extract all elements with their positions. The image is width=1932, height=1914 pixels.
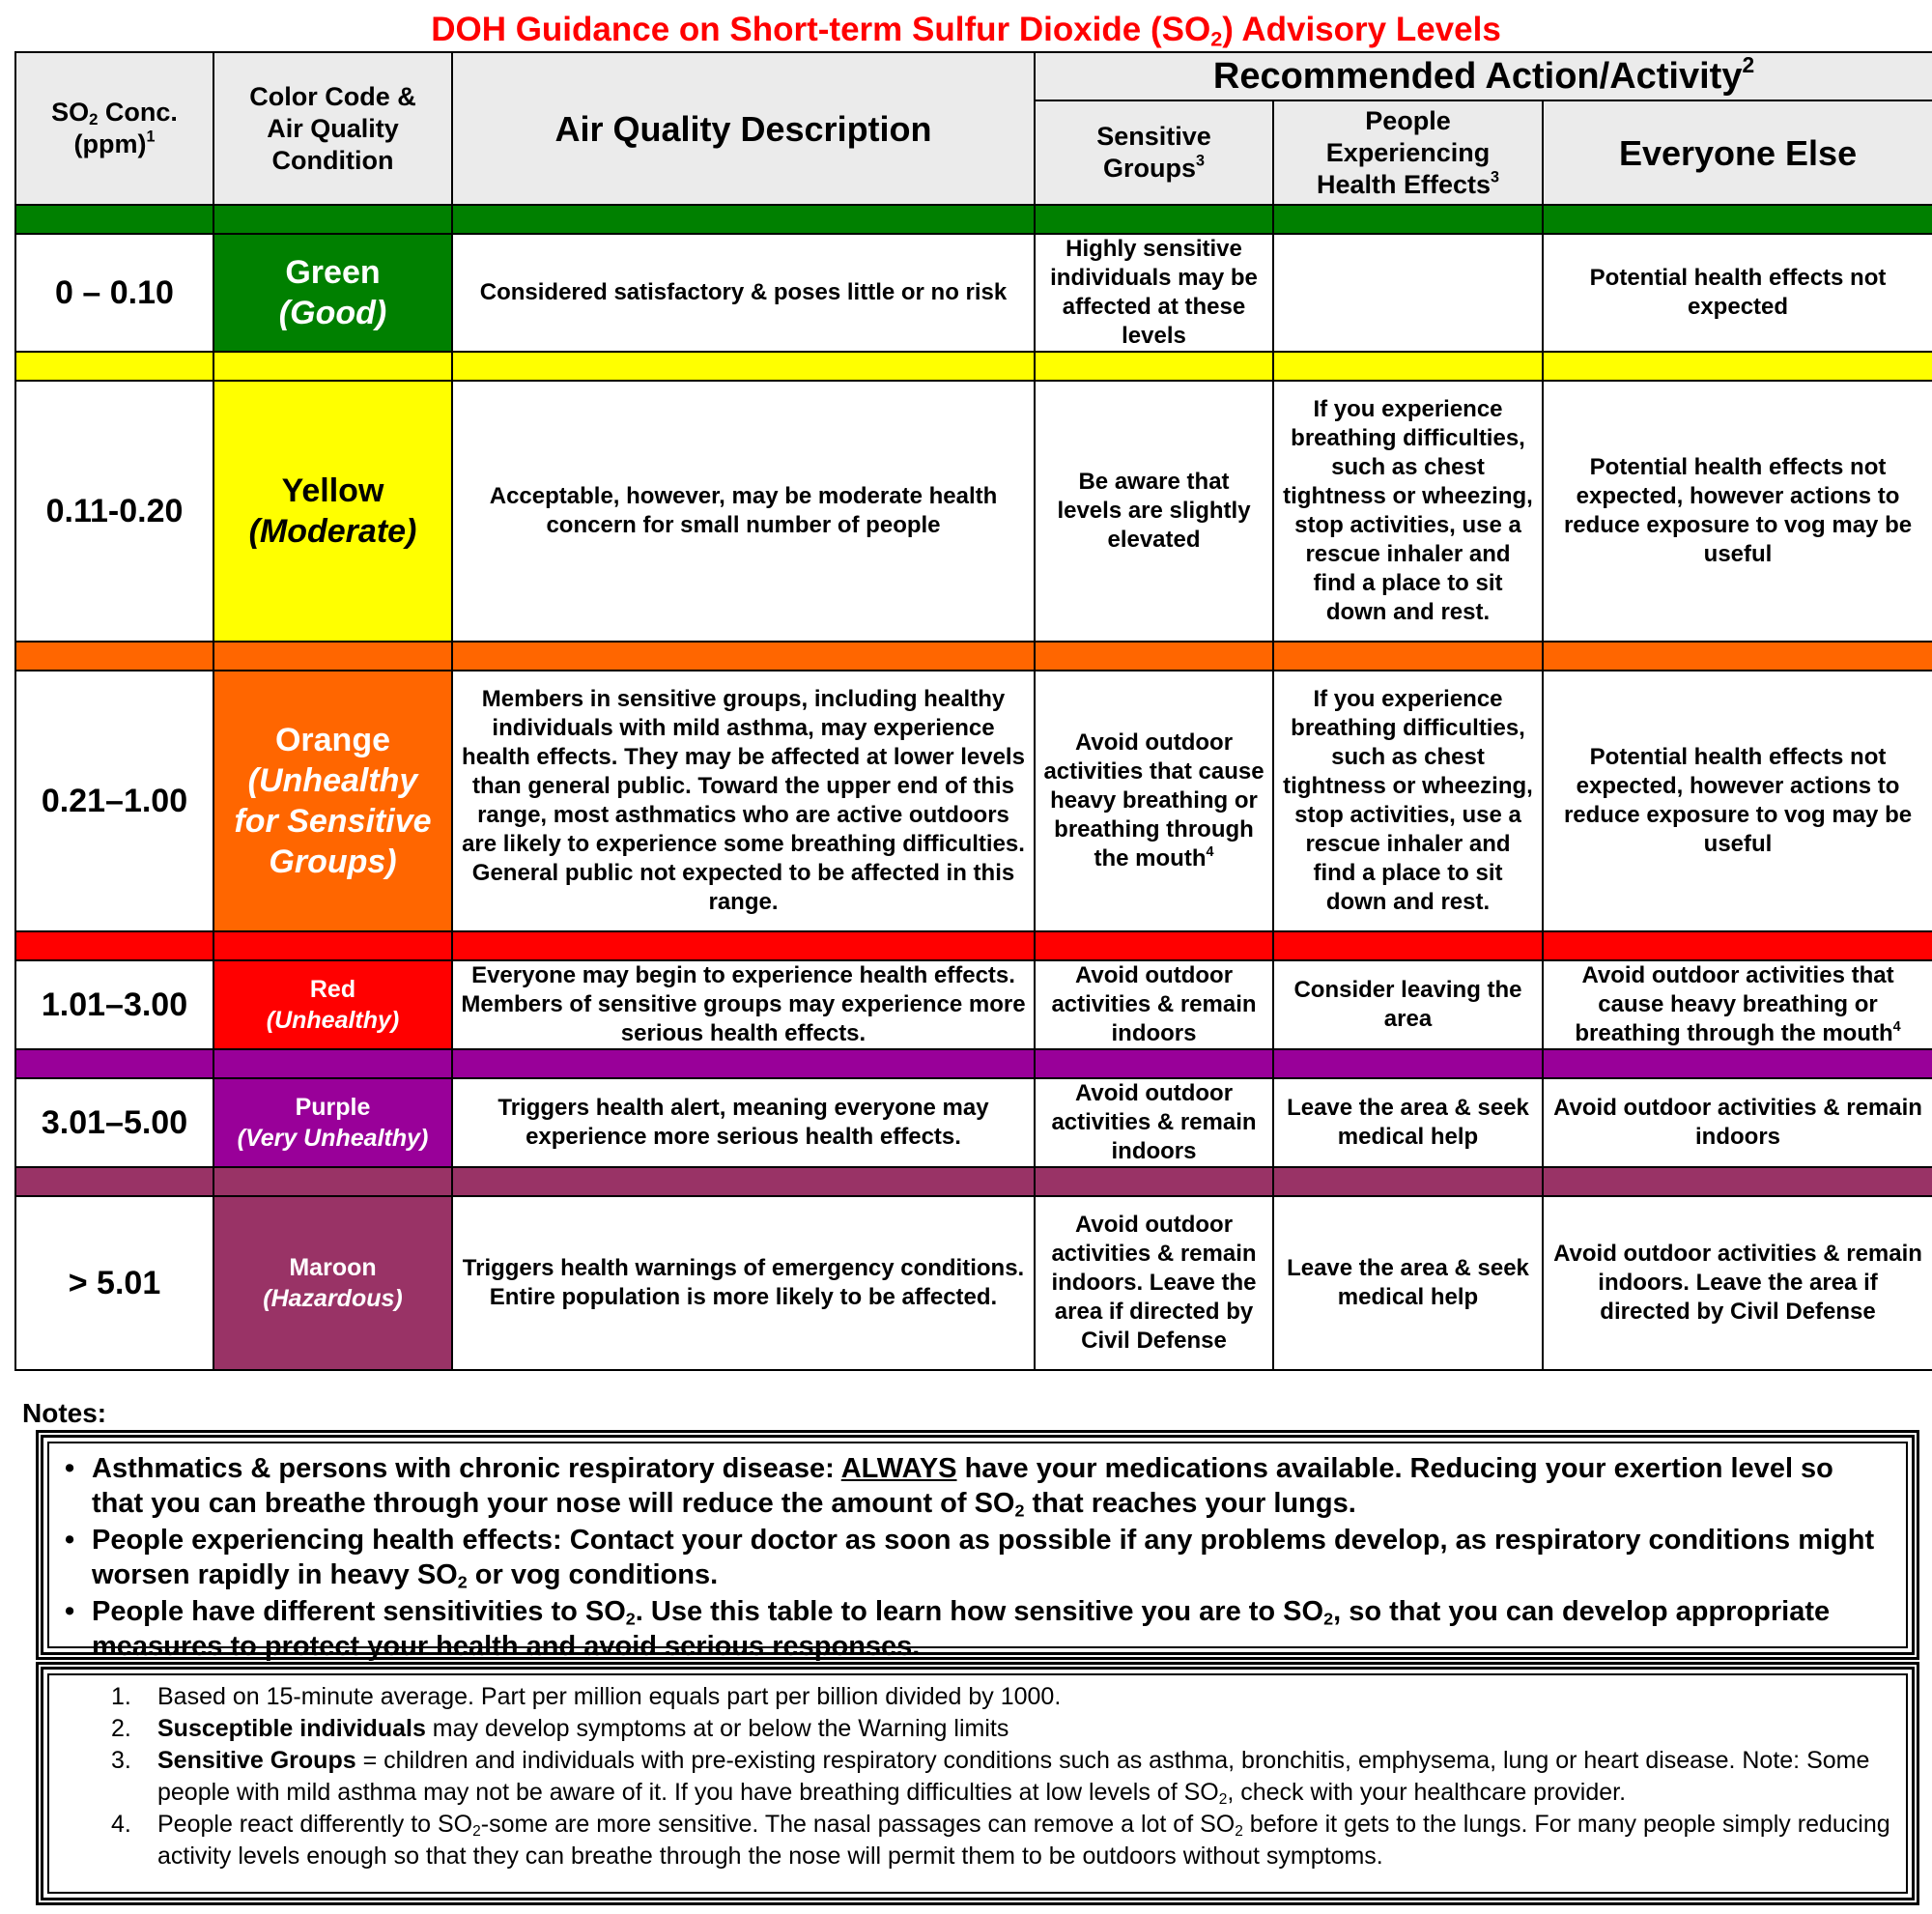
color-name: Orange bbox=[274, 722, 391, 758]
title-subscript: 2 bbox=[1210, 26, 1223, 51]
color-name: Yellow bbox=[281, 472, 384, 509]
concentration-range: 0 – 0.10 bbox=[15, 234, 213, 352]
color-band-cell bbox=[213, 1049, 452, 1078]
header-text: SO bbox=[51, 98, 90, 127]
concentration-range: 0.21–1.00 bbox=[15, 671, 213, 931]
footnote-number: 2. bbox=[111, 1715, 131, 1742]
header-air-quality-description: Air Quality Description bbox=[452, 52, 1035, 205]
people-experiencing-effects-action: Leave the area & seek medical help bbox=[1273, 1078, 1543, 1167]
people-experiencing-effects-action: Consider leaving the area bbox=[1273, 960, 1543, 1049]
people-experiencing-effects-action bbox=[1273, 234, 1543, 352]
header-text: Condition bbox=[271, 145, 394, 175]
footnote-number: 1. bbox=[111, 1683, 131, 1710]
color-band-cell bbox=[15, 1167, 213, 1196]
sensitive-groups-action: Be aware that levels are slightly elevated bbox=[1035, 381, 1273, 642]
footnote-item: 2. Susceptible individuals may develop symptoms at or below the Warning limits bbox=[111, 1713, 1892, 1745]
header-everyone-else: Everyone Else bbox=[1543, 100, 1932, 205]
sensitive-groups-action: Highly sensitive individuals may be affected at these levels bbox=[1035, 234, 1273, 352]
color-band-cell bbox=[1273, 352, 1543, 381]
color-band-cell bbox=[452, 931, 1035, 960]
title-text: DOH Guidance on Short-term Sulfur Dioxide (SO bbox=[431, 11, 1211, 48]
air-quality-description: Considered satisfactory & poses little or no risk bbox=[452, 234, 1035, 352]
color-band-cell bbox=[1273, 931, 1543, 960]
header-subscript: 2 bbox=[89, 110, 99, 129]
footnote-number: 3. bbox=[111, 1747, 131, 1774]
color-band-cell bbox=[1543, 642, 1932, 671]
color-band-row bbox=[15, 642, 1932, 671]
color-band-row bbox=[15, 205, 1932, 234]
advisory-level-row-yellow bbox=[15, 381, 1932, 642]
air-quality-condition: (Good) bbox=[278, 295, 387, 331]
color-code-cell bbox=[213, 381, 452, 642]
color-band-cell bbox=[1273, 205, 1543, 234]
color-name: Green bbox=[285, 254, 381, 291]
header-people-experiencing-effects bbox=[1273, 100, 1543, 205]
everyone-else-action: Potential health effects not expected bbox=[1543, 234, 1932, 352]
color-band-cell bbox=[452, 642, 1035, 671]
sensitive-groups-action: Avoid outdoor activities & remain indoors bbox=[1035, 1078, 1273, 1167]
header-color-code bbox=[213, 52, 452, 205]
color-code-cell bbox=[213, 960, 452, 1049]
footnotes-box bbox=[36, 1662, 1919, 1905]
air-quality-condition: (Unhealthy for Sensitive Groups) bbox=[234, 762, 432, 880]
color-code-cell bbox=[213, 1196, 452, 1370]
sensitive-groups-action: Avoid outdoor activities & remain indoors bbox=[1035, 960, 1273, 1049]
color-band-cell bbox=[1543, 352, 1932, 381]
advisory-level-row-maroon bbox=[15, 1196, 1932, 1370]
everyone-else-action: Avoid outdoor activities & remain indoors. Leave the area if directed by Civil Defense bbox=[1543, 1196, 1932, 1370]
color-band-cell bbox=[213, 642, 452, 671]
footnote-ref: 3 bbox=[1491, 168, 1500, 186]
everyone-else-action: Potential health effects not expected, however actions to reduce exposure to vog may be useful bbox=[1543, 671, 1932, 931]
notes-bullets-box bbox=[36, 1430, 1919, 1660]
advisory-level-row-green bbox=[15, 234, 1932, 352]
header-recommended-action bbox=[1035, 52, 1932, 100]
note-bullet: • Asthmatics & persons with chronic respiratory disease: ALWAYS have your medications available. Reducing your exertion level so that you can breathe through your nose will reduce the amount of $SO_2$ that reaches your lungs. bbox=[65, 1453, 1833, 1521]
color-band-cell bbox=[1273, 1049, 1543, 1078]
color-band-cell bbox=[213, 931, 452, 960]
air-quality-condition: (Very Unhealthy) bbox=[237, 1125, 429, 1152]
color-name: Red bbox=[309, 976, 356, 1003]
color-band-cell bbox=[15, 642, 213, 671]
air-quality-description: Everyone may begin to experience health effects. Members of sensitive groups may experience more serious health effects. bbox=[452, 960, 1035, 1049]
header-sensitive-groups bbox=[1035, 100, 1273, 205]
concentration-range: 3.01–5.00 bbox=[15, 1078, 213, 1167]
air-quality-description: Triggers health alert, meaning everyone may experience more serious health effects. bbox=[452, 1078, 1035, 1167]
color-band-cell bbox=[452, 205, 1035, 234]
color-band-cell bbox=[213, 352, 452, 381]
note-bullet: • People experiencing health effects: Contact your doctor as soon as possible if any problems develop, as respiratory conditions might worsen rapidly in heavy $SO_2$ or vog conditions. bbox=[65, 1525, 1875, 1592]
color-name: Purple bbox=[295, 1094, 371, 1121]
color-band-cell bbox=[1543, 1049, 1932, 1078]
color-name: Maroon bbox=[289, 1254, 377, 1281]
note-bullet: • People have different sensitivities to $SO_2$. Use this table to learn how sensitive you are to $SO_2$, so that you can develop appropriate measures to protect your health and avoid serious responses. bbox=[65, 1596, 1831, 1662]
header-text: Air Quality bbox=[267, 113, 399, 143]
people-experiencing-effects-action: If you experience breathing difficulties, such as chest tightness or wheezing, stop activities, use a rescue inhaler and find a place to sit down and rest. bbox=[1273, 671, 1543, 931]
color-band-cell bbox=[1035, 931, 1273, 960]
header-so2-concentration bbox=[15, 52, 213, 205]
header-text: (ppm) bbox=[73, 129, 147, 158]
footnote-item: 4. People react differently to $SO_2$-some are more sensitive. The nasal passages can remove a lot of $SO_2$ before it gets to the lungs. For many people simply reducing activity levels enough so that they can breathe through the nose will permit them to be outdoors without symptoms. bbox=[111, 1811, 1890, 1870]
notes-label: Notes: bbox=[22, 1398, 107, 1428]
advisory-table bbox=[14, 51, 1932, 1371]
footnote-item: 3. Sensitive Groups = children and individuals with pre-existing respiratory conditions such as asthma, bronchitis, emphysema, lung or heart disease. Note: Some people with mild asthma may not be aware of it. If you have breathing difficulties at low levels of $SO_2$, check with your healthcare provider. bbox=[111, 1747, 1870, 1808]
color-band-cell bbox=[452, 1049, 1035, 1078]
footnote-ref: 1 bbox=[146, 128, 156, 146]
air-quality-description: Triggers health warnings of emergency conditions. Entire population is more likely to be affected. bbox=[452, 1196, 1035, 1370]
notes-bullet-list bbox=[43, 1438, 1912, 1664]
footnote-ref: 2 bbox=[1742, 51, 1755, 77]
everyone-else-action: Avoid outdoor activities & remain indoors bbox=[1543, 1078, 1932, 1167]
footnote-ref: 3 bbox=[1196, 152, 1206, 170]
air-quality-description: Acceptable, however, may be moderate health concern for small number of people bbox=[452, 381, 1035, 642]
header-text: Sensitive bbox=[1096, 122, 1211, 151]
color-band-row bbox=[15, 931, 1932, 960]
footnote-number: 4. bbox=[111, 1811, 131, 1838]
color-band-cell bbox=[15, 931, 213, 960]
color-band-cell bbox=[1035, 205, 1273, 234]
document-title bbox=[0, 10, 1932, 50]
air-quality-condition: (Unhealthy) bbox=[266, 1007, 400, 1034]
air-quality-description: Members in sensitive groups, including healthy individuals with mild asthma, may experience health effects. They may be affected at lower levels than general public. Toward the upper end of this range, most asthmatics who are active outdoors are likely to experience some breathing difficulties. General public not expected to be affected in this range. bbox=[452, 671, 1035, 931]
color-band-cell bbox=[1543, 931, 1932, 960]
color-band-row bbox=[15, 1049, 1932, 1078]
color-band-cell bbox=[1035, 642, 1273, 671]
air-quality-condition: (Hazardous) bbox=[263, 1285, 403, 1312]
header-text: Recommended Action/Activity bbox=[1212, 55, 1743, 97]
bullet-icon: • bbox=[65, 1453, 75, 1484]
everyone-else-action: Avoid outdoor activities that cause heavy breathing or breathing through the mouth$^4$ bbox=[1543, 960, 1932, 1049]
header-text: Experiencing bbox=[1325, 137, 1491, 167]
color-band-cell bbox=[213, 1167, 452, 1196]
advisory-level-row-orange bbox=[15, 671, 1932, 931]
header-text: Groups bbox=[1102, 154, 1196, 183]
header-text: People bbox=[1365, 105, 1451, 135]
color-band-row bbox=[15, 352, 1932, 381]
color-code-cell bbox=[213, 234, 452, 352]
color-band-cell bbox=[15, 205, 213, 234]
color-band-cell bbox=[452, 352, 1035, 381]
color-code-cell bbox=[213, 671, 452, 931]
bullet-icon: • bbox=[65, 1525, 75, 1556]
air-quality-condition: (Moderate) bbox=[248, 513, 417, 550]
color-band-cell bbox=[1035, 352, 1273, 381]
sensitive-groups-action: Avoid outdoor activities that cause heavy breathing or breathing through the mouth$^4$ bbox=[1035, 671, 1273, 931]
concentration-range: > 5.01 bbox=[15, 1196, 213, 1370]
color-code-cell bbox=[213, 1078, 452, 1167]
advisory-level-row-red bbox=[15, 960, 1932, 1049]
bullet-icon: • bbox=[65, 1596, 75, 1627]
footnote-item: 1. Based on 15-minute average. Part per million equals part per billion divided by 1000. bbox=[111, 1681, 1892, 1713]
advisory-level-row-purple bbox=[15, 1078, 1932, 1167]
people-experiencing-effects-action: Leave the area & seek medical help bbox=[1273, 1196, 1543, 1370]
concentration-range: 1.01–3.00 bbox=[15, 960, 213, 1049]
color-band-cell bbox=[1035, 1167, 1273, 1196]
color-band-cell bbox=[1543, 205, 1932, 234]
sensitive-groups-action: Avoid outdoor activities & remain indoors. Leave the area if directed by Civil Defense bbox=[1035, 1196, 1273, 1370]
header-text: Color Code & bbox=[249, 81, 416, 111]
concentration-range: 0.11-0.20 bbox=[15, 381, 213, 642]
color-band-cell bbox=[15, 352, 213, 381]
color-band-cell bbox=[1273, 1167, 1543, 1196]
header-text: Health Effects bbox=[1316, 169, 1492, 199]
color-band-cell bbox=[213, 205, 452, 234]
color-band-cell bbox=[1543, 1167, 1932, 1196]
color-band-cell bbox=[15, 1049, 213, 1078]
header-text: Conc. bbox=[98, 98, 178, 127]
color-band-cell bbox=[452, 1167, 1035, 1196]
everyone-else-action: Potential health effects not expected, however actions to reduce exposure to vog may be useful bbox=[1543, 381, 1932, 642]
color-band-cell bbox=[1035, 1049, 1273, 1078]
title-text-end: ) Advisory Levels bbox=[1222, 11, 1501, 48]
color-band-cell bbox=[1273, 642, 1543, 671]
footnotes-list bbox=[43, 1670, 1912, 1872]
people-experiencing-effects-action: If you experience breathing difficulties, such as chest tightness or wheezing, stop activities, use a rescue inhaler and find a place to sit down and rest. bbox=[1273, 381, 1543, 642]
color-band-row bbox=[15, 1167, 1932, 1196]
